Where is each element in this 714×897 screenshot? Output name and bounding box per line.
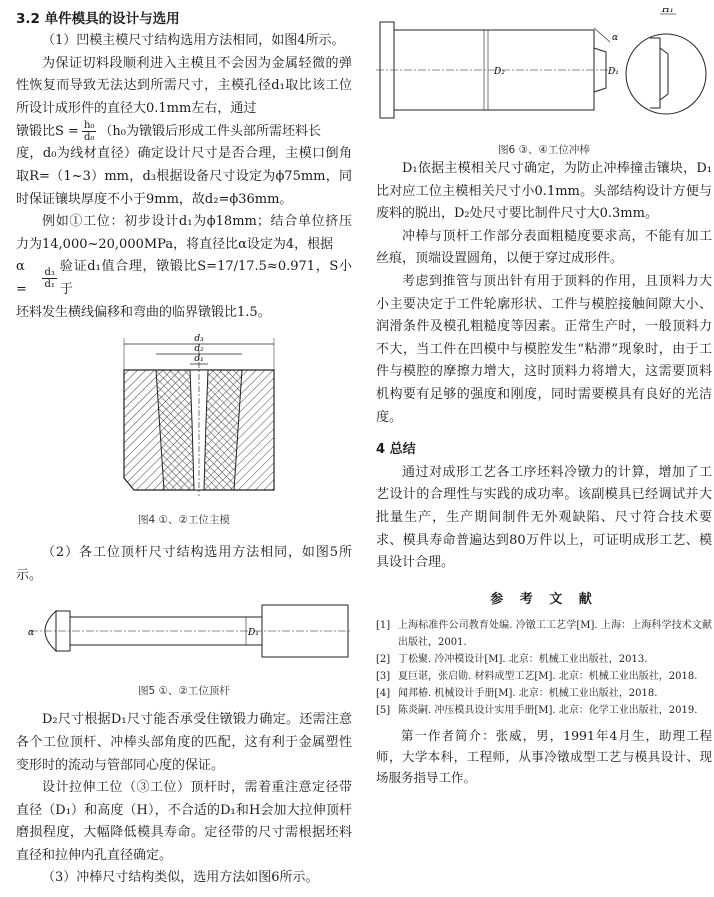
- figure-4: [16, 330, 352, 526]
- reference-number: [3]: [376, 671, 391, 683]
- paragraph: 为保证切料段顺利进入主模且不会因为金属轻微的弹性恢复而导致无法达到所需尺寸，主模孔径d₁取比该工位所设计成形件的直径大0.1mm左右，通过: [16, 55, 352, 116]
- left-column: [16, 8, 352, 890]
- reference-number: [2]: [376, 654, 391, 666]
- paragraph: （3）冲棒尺寸结构类似，选用方法如图6所示。: [42, 870, 319, 886]
- reference-item: [376, 651, 712, 668]
- reference-item: [376, 702, 712, 719]
- label-D1: D₁: [248, 628, 259, 639]
- label-d3: d₃: [194, 334, 204, 345]
- paragraph: 冲棒与顶杆工作部分表面粗糙度要求高，不能有加工丝痕，顶端设置圆角，以便于穿过成形件。: [376, 228, 712, 267]
- fraction: [82, 120, 96, 143]
- equation-suffix: （h₀为镦锻后形成工件头部所需坯料长: [99, 123, 321, 139]
- ejector-pin-drawing: [16, 591, 352, 671]
- fraction-denominator: d₁: [44, 279, 55, 291]
- label-D1: D₁: [608, 67, 619, 77]
- fraction: [42, 267, 56, 290]
- equation-prefix: α =: [16, 259, 27, 297]
- equation-line: [16, 256, 352, 301]
- reference-item: [376, 668, 712, 685]
- section-heading-4: 4 总结: [376, 442, 416, 458]
- die-drawing: [16, 330, 352, 500]
- reference-item: [376, 685, 712, 702]
- reference-number: [4]: [376, 688, 391, 700]
- fraction-denominator: d₀: [83, 132, 95, 144]
- reference-text: 丁松聚. 冷冲模设计[M]. 北京：机械工业出版社，2013.: [398, 654, 648, 666]
- reference-number: [1]: [376, 620, 391, 632]
- paragraph: D₁依据主模相关尺寸确定，为防止冲棒撞击镶块，D₁比对应工位主模相关尺寸小0.1mm。头部结构设计方便与废料的脱出，D₂处尺寸要比制件尺寸大0.3mm。: [376, 161, 712, 222]
- label-D2: D₂: [494, 67, 505, 77]
- label-alpha: α: [28, 628, 35, 639]
- reference-text: 夏巨谌，张启勋. 材料成型工艺[M]. 北京：机械工业出版社，2018.: [398, 671, 698, 683]
- paragraph: 度，d₀为线材直径）确定设计尺寸是否合理，主模口倒角取R=（1~3）mm，d₃根据设备尺寸设定为ϕ75mm，同时保证镶块厚度不小于9mm，故d₂=ϕ36mm。: [16, 146, 352, 207]
- figure-6-caption: 图6 ③、④工位冲棒: [498, 143, 590, 156]
- figure-5: [16, 591, 352, 697]
- references-title: 参 考 文 献: [490, 591, 598, 607]
- reference-item: [376, 617, 712, 651]
- paragraph: 坯料发生横线偏移和弯曲的临界镦锻比1.5。: [16, 304, 271, 320]
- figure-4-caption: 图4 ①、②工位主模: [138, 513, 230, 526]
- label-alpha: α: [612, 33, 619, 43]
- equation-line: [16, 120, 352, 143]
- paragraph: 考虑到推管与顶出针有用于顶料的作用，且顶料力大小主要决定于工件轮廓形状、工件与模腔接触间隙大小、润滑条件及模孔粗糙度等因素。正常生产时，一般顶料力不大，当工件在凹模中与模腔发生“粘滞”现象时，由于工件与模腔的摩擦力增大，这时顶料力将增大，这需要顶料机构要有足够的强度和刚度，同时需要模具有良好的光洁度。: [376, 273, 712, 425]
- reference-number: [5]: [376, 705, 391, 717]
- section-heading-3-2: 3.2 单件模具的设计与选用: [16, 11, 180, 27]
- fraction-numerator: h₀: [83, 120, 95, 132]
- equation-suffix: 验证d₁值合理，镦锻比S=17/17.5≈0.971，S小于: [59, 259, 352, 297]
- reference-text: 上海标准件公司教育处编. 冷镦工工艺学[M]. 上海：上海科学技术文献出版社，2001.: [398, 620, 712, 649]
- paragraph: 设计拉伸工位（③工位）顶杆时，需着重注意定径带直径（D₁）和高度（H），不合适的D₁和H会加大拉伸顶杆磨损程度，大幅降低模具寿命。定径带的尺寸需根据坯料直径和拉伸内孔直径确定。: [16, 780, 352, 863]
- label-d1: d₁: [194, 354, 204, 365]
- paragraph: D₂尺寸根据D₁尺寸能否承受住镦锻力确定。还需注意各个工位顶杆、冲棒头部角度的匹配，这有利于金属塑性变形时的流动与管部同心度的保证。: [16, 712, 352, 773]
- author-bio: 第一作者简介：张威，男，1991年4月生，助理工程师，大学本科，工程师，从事冷镦成型工艺与模具设计、现场服务指导工作。: [376, 728, 712, 786]
- figure-5-caption: 图5 ①、②工位顶杆: [138, 684, 230, 697]
- paragraph: 通过对成形工艺各工序坯料冷镦力的计算，增加了工艺设计的合理性与实践的成功率。该副模具已经调试并大批量生产，生产期间制件无外观缺陷、尺寸符合技术要求、模具寿命普遍达到80万件以上，可证明成形工艺、模具设计合理。: [376, 464, 712, 571]
- references-list: [376, 617, 712, 719]
- equation-prefix: 镦锻比S =: [16, 123, 79, 139]
- paragraph: 例如①工位：初步设计d₁为ϕ18mm；结合单位挤压力为14,000~20,000MPa，将直径比α设定为4，根据: [16, 214, 352, 252]
- paragraph: （1）凹模主模尺寸结构选用方法相同，如图4所示。: [42, 33, 345, 48]
- label-H1: H₁: [662, 8, 674, 15]
- fraction-numerator: d₃: [44, 267, 55, 279]
- paragraph: （2）各工位顶杆尺寸结构选用方法相同，如图5所示。: [16, 545, 352, 583]
- label-d2: d₂: [194, 344, 204, 355]
- reference-text: 陈炎嗣. 冲压模具设计实用手册[M]. 北京：化学工业出版社，2019.: [398, 705, 698, 717]
- punch-drawing: [376, 8, 712, 130]
- figure-6: [376, 8, 712, 156]
- right-column: [376, 8, 712, 788]
- reference-text: 闻邦椿. 机械设计手册[M]. 北京：机械工业出版社，2018.: [398, 688, 658, 700]
